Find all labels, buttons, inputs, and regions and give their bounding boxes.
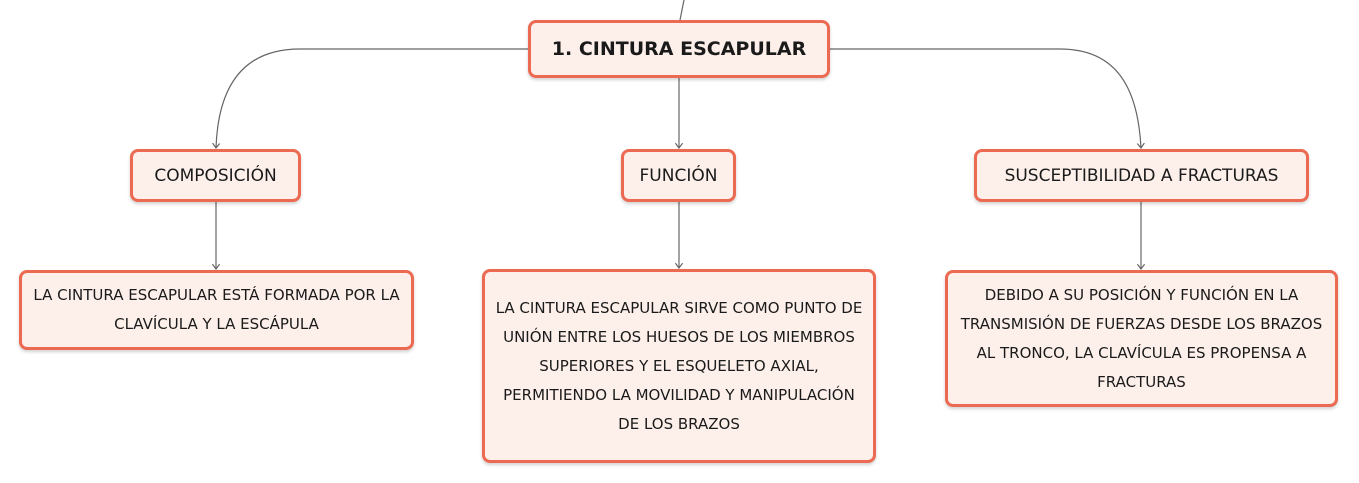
detail-text-susceptibilidad: DEBIDO A SU POSICIÓN Y FUNCIÓN EN LA TRANSMISIÓN DE FUERZAS DESDE LOS BRAZOS AL TRONCO, LA CLAVÍCULA ES PROPENSA A FRACTURAS (960, 285, 1323, 391)
detail-node-funcion[interactable] (482, 269, 876, 463)
connector-parent-to-root (680, 0, 684, 20)
topic-node-susceptibilidad[interactable] (974, 149, 1309, 202)
detail-text-composicion: LA CINTURA ESCAPULAR ESTÁ FORMADA POR LA CLAVÍCULA Y LA ESCÁPULA (33, 286, 400, 333)
detail-text-funcion: LA CINTURA ESCAPULAR SIRVE COMO PUNTO DE UNIÓN ENTRE LOS HUESOS DE LOS MIEMBROS SUPERIORES Y EL ESQUELETO AXIAL, PERMITIENDO LA MOVILIDAD Y MANIPULACIÓN DE LOS BRAZOS (495, 298, 863, 433)
root-topic-label: 1. CINTURA ESCAPULAR (551, 38, 807, 60)
detail-node-susceptibilidad[interactable] (945, 270, 1338, 407)
connector-root-to-susceptibilidad (830, 49, 1141, 148)
topic-node-composicion[interactable] (130, 149, 301, 202)
topic-label-susceptibilidad: SUSCEPTIBILIDAD A FRACTURAS (1004, 165, 1279, 186)
detail-node-composicion[interactable] (19, 270, 414, 350)
topic-label-funcion: FUNCIÓN (639, 165, 718, 186)
topic-node-funcion[interactable] (621, 149, 736, 202)
topic-label-composicion: COMPOSICIÓN (154, 165, 277, 186)
root-topic-node[interactable] (528, 20, 830, 78)
connector-root-to-composicion (216, 49, 528, 148)
